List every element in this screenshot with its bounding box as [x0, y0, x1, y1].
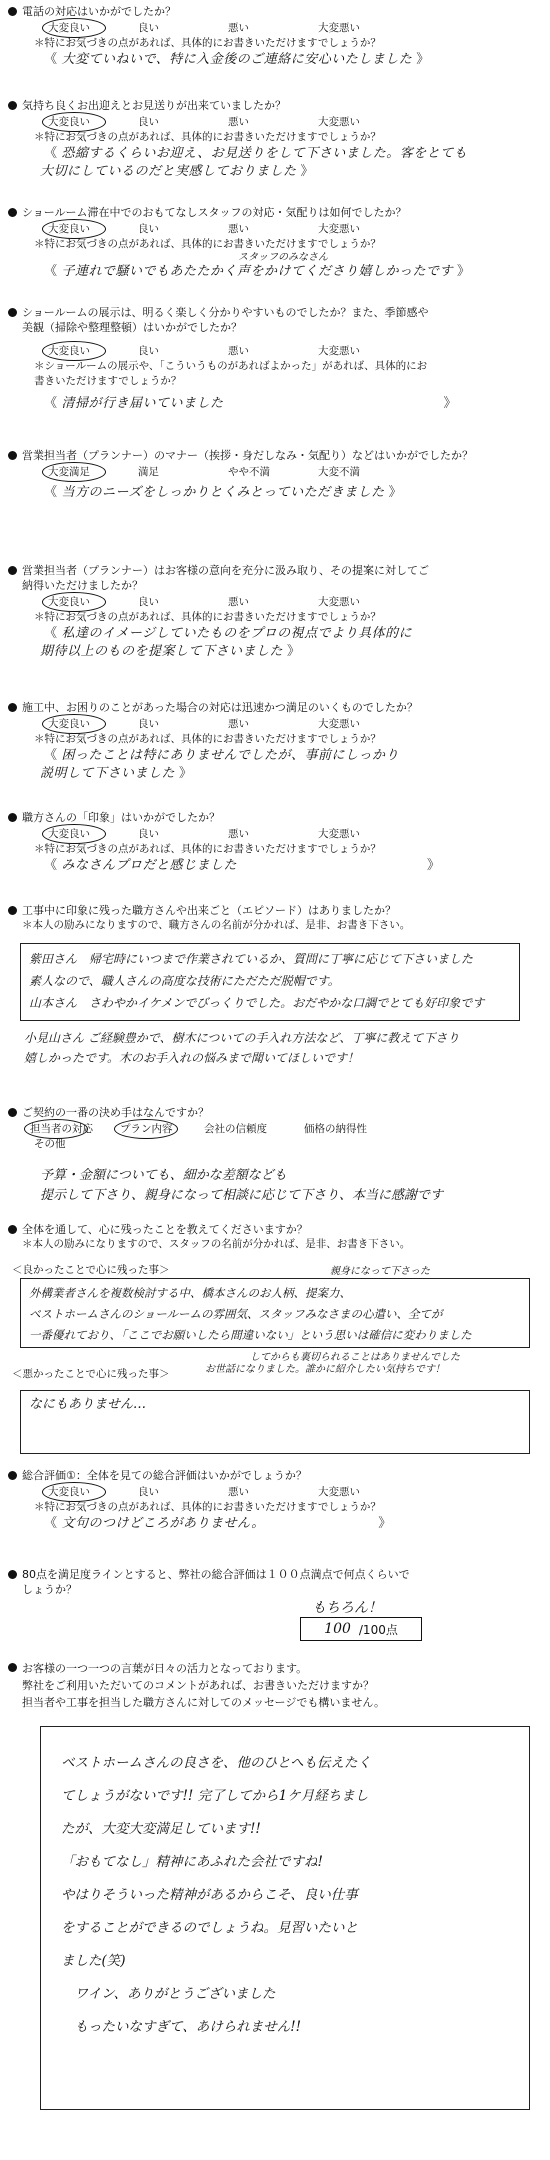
bullet-icon: [8, 308, 17, 317]
bullet-icon: [8, 1471, 17, 1480]
question-construction-response: [8, 700, 538, 783]
option[interactable]: 悪い: [228, 116, 249, 128]
answer: 《 清掃が行き届いていました 》: [44, 396, 458, 411]
option[interactable]: 良い: [138, 596, 159, 608]
note: ＊特にお気づきの点があれば、具体的にお書きいただけますでしょうか？: [34, 843, 381, 855]
question-overall: [8, 1468, 538, 1533]
option-selected[interactable]: 大変良い: [48, 221, 138, 237]
bad-extra: お世話になりました。誰かに紹介したい気持ちです！: [205, 1364, 445, 1375]
score-handnote: もちろん！: [312, 1600, 382, 1616]
option-selected[interactable]: プラン内容: [120, 1121, 204, 1137]
question-text: ご契約の一番の決め手はなんですか？: [22, 1106, 209, 1119]
factor-answer: 予算・金額についても、細かな差額なども 提示して下さり、親身になって相談に応じて下さり、本当に感謝です: [40, 1168, 444, 1203]
question-greeting: [8, 98, 538, 181]
option[interactable]: 悪い: [228, 1486, 249, 1498]
bullet-icon: [8, 101, 17, 110]
question-text: お客様の一つ一つの言葉が日々の活力となっております。 弊社をご利用いただいてのコメントがあれば、お書きいただけますか？ 担当者や工事を担当した職方さんに対してのメッセージでも構いません。: [22, 1662, 385, 1709]
bullet-icon: [8, 208, 17, 217]
option[interactable]: 大変悪い: [318, 596, 360, 608]
rating-options: [8, 594, 538, 610]
question-score: [8, 1567, 538, 1597]
rating-options: [8, 464, 538, 480]
option-selected[interactable]: 大変良い: [48, 114, 138, 130]
note: ＊特にお気づきの点があれば、具体的にお書きいただけますでしょうか？: [34, 238, 381, 250]
note: ＊本人の励みになりますので、スタッフの名前が分かれば、是非、お書き下さい。: [22, 1238, 411, 1250]
option-other[interactable]: その他: [34, 1138, 66, 1150]
question-text: ショールーム滞在中でのおもてなしスタッフの対応・気配りは如何でしたか？: [22, 206, 407, 219]
episode-box: 紫田さん 帰宅時にいつまで作業されているか、質問に丁寧に応じて下さいました 素人なので、職人さんの高度な技術にただただ脱帽です。 山本さん さわやかイケメンでびっくりでした。おだやかな口調でとても好印象です: [20, 943, 520, 1021]
option[interactable]: 大変悪い: [318, 223, 360, 235]
rating-options: [8, 114, 538, 130]
bullet-icon: [8, 451, 17, 460]
option[interactable]: 良い: [138, 345, 159, 357]
bullet-icon: [8, 1225, 17, 1234]
question-text: 80点を満足度ラインとすると、弊社の総合評価は１００点満点で何点くらいで しょうか？: [22, 1568, 410, 1596]
option[interactable]: 悪い: [228, 596, 249, 608]
question-text: 営業担当者（プランナー）のマナー（挨拶・身だしなみ・気配り）などはいかがでしたか？: [22, 449, 473, 462]
question-showroom-staff: [8, 205, 538, 281]
answer: 《 困ったことは特にありませんでしたが、事前にしっかり 説明して下さいました 》: [40, 748, 400, 781]
comments-box: ベストホームさんの良さを、他のひとへも伝えたく てしょうがないです!! 完了してから1ケ月経ちまし たが、大変大変満足しています!! 「おもてなし」精神にあふれた会社ですね! やはりそういった精神があるからこそ、良い仕事 をすることができるのでしょうね。見習いたいと ました(笑) ワイン、ありがとうございました もったいなすぎて、あけられません!!: [40, 1726, 530, 2110]
option[interactable]: 価格の納得性: [304, 1123, 367, 1135]
question-showroom-display: [8, 305, 538, 413]
option-selected[interactable]: 大変良い: [48, 716, 138, 732]
note: ＊特にお気づきの点があれば、具体的にお書きいただけますでしょうか？: [34, 1501, 381, 1513]
question-text: 施工中、お困りのことがあった場合の対応は迅速かつ満足のいくものでしたか？: [22, 701, 418, 714]
note: ＊本人の励みになりますので、職方さんの名前が分かれば、是非、お書き下さい。: [22, 919, 411, 931]
option[interactable]: 大変悪い: [318, 828, 360, 840]
answer: 《 当方のニーズをしっかりとくみとっていただきました 》: [44, 485, 403, 500]
rating-options: [8, 1484, 538, 1500]
question-text: 全体を通して、心に残ったことを教えてくださいますか？: [22, 1223, 308, 1236]
question-text: 電話の対応はいかがでしたか？: [22, 5, 176, 18]
bullet-icon: [8, 1108, 17, 1117]
option[interactable]: 悪い: [228, 22, 249, 34]
question-craftsman-impression: [8, 810, 538, 875]
episode-continued: 小見山さん ご経験豊かで、樹木についての手入れ方法など、丁寧に教えて下さり 嬉しかったです。木のお手入れの悩みまで聞いてほしいです！: [24, 1031, 460, 1065]
answer: 《 大変ていねいで、特に入金後のご連絡に安心いたしました 》: [44, 52, 430, 67]
answer: 《 みなさんプロだと感じました 》: [44, 858, 441, 873]
option[interactable]: 大変悪い: [318, 345, 360, 357]
question-comments: [8, 1660, 538, 1711]
option[interactable]: 悪い: [228, 345, 249, 357]
option[interactable]: 良い: [138, 116, 159, 128]
answer: 《 恐縮するくらいお迎え、お見送りをして下さいました。客をとても 大切にしているのだと実感しておりました 》: [40, 146, 468, 179]
option-selected[interactable]: 大変満足: [48, 464, 138, 480]
good-label: ＜良かったことで心に残った事＞: [12, 1264, 170, 1276]
option-selected[interactable]: 担当者の対応: [30, 1121, 120, 1137]
question-text: 工事中に印象に残った職方さんや出来ごと（エピソード）はありましたか？: [22, 904, 396, 917]
question-phone: [8, 4, 538, 69]
good-extra: 親身になって下さった: [330, 1266, 430, 1277]
note: ＊特にお気づきの点があれば、具体的にお書きいただけますでしょうか？: [34, 131, 381, 143]
option-selected[interactable]: 大変良い: [48, 1484, 138, 1500]
bad-label: ＜悪かったことで心に残った事＞: [12, 1368, 170, 1380]
option[interactable]: 良い: [138, 828, 159, 840]
question-text: 営業担当者（プランナー）はお客様の意向を充分に汲み取り、その提案に対してご 納得いただけましたか？: [22, 564, 429, 592]
answer: 《 私達のイメージしていたものをプロの視点でより具体的に 期待以上のものを提案して下さいました 》: [40, 626, 413, 659]
good-after: してからも裏切られることはありませんでした: [250, 1352, 460, 1363]
option[interactable]: 良い: [138, 22, 159, 34]
option-selected[interactable]: 大変良い: [48, 594, 138, 610]
bullet-icon: [8, 1663, 17, 1672]
rating-options: [8, 716, 538, 732]
question-episode: [8, 903, 538, 933]
option[interactable]: 満足: [138, 466, 159, 478]
option[interactable]: 大変悪い: [318, 718, 360, 730]
factor-options: [8, 1121, 538, 1137]
option-selected[interactable]: 大変良い: [48, 20, 138, 36]
question-deciding-factor: [8, 1105, 538, 1152]
answer: 《 文句のつけどころがありません。 》: [44, 1516, 392, 1531]
question-text: 職方さんの「印象」はいかがでしたか？: [22, 811, 220, 824]
option[interactable]: 大変悪い: [318, 116, 360, 128]
bullet-icon: [8, 566, 17, 575]
score-suffix: /100点: [358, 1622, 398, 1637]
option[interactable]: 悪い: [228, 223, 249, 235]
score-value: 100: [324, 1621, 351, 1637]
bad-box: なにもありません…: [20, 1390, 530, 1454]
rating-options: [8, 826, 538, 842]
good-box: 外構業者さんを複数検討する中、橋本さんのお人柄、提案力、 ベストホームさんのショールームの雰囲気、スタッフみなさまの心遣い、全てが 一番優れており、「ここでお願いしたら間違いない」という思いは確信に変わりました: [20, 1278, 530, 1348]
rating-options: [8, 343, 538, 359]
option[interactable]: やや不満: [228, 466, 270, 478]
question-text: 総合評価①：全体を見ての総合評価はいかがでしょうか？: [22, 1469, 307, 1482]
option-selected[interactable]: 大変良い: [48, 826, 138, 842]
bullet-icon: [8, 1570, 17, 1579]
question-planner-proposal: [8, 563, 538, 661]
option[interactable]: 悪い: [228, 718, 249, 730]
rating-options: [8, 221, 538, 237]
answer: 《 子連れで騒いでもあたたかく声をかけてくださり嬉しかったです 》: [44, 264, 471, 279]
option[interactable]: 良い: [138, 223, 159, 235]
bullet-icon: [8, 703, 17, 712]
option[interactable]: 会社の信頼度: [204, 1123, 267, 1135]
question-text: 気持ち良くお出迎えとお見送りが出来ていましたか？: [22, 99, 286, 112]
option[interactable]: 大変悪い: [318, 1486, 360, 1498]
note: ＊ショールームの展示や、「こういうものがあればよかった」があれば、具体的にお 書きいただけますでしょうか？: [34, 360, 428, 387]
question-planner-manners: [8, 448, 538, 502]
handwritten-extra: スタッフのみなさん: [238, 252, 328, 263]
option[interactable]: 悪い: [228, 828, 249, 840]
option-selected[interactable]: 大変良い: [48, 343, 138, 359]
note: ＊特にお気づきの点があれば、具体的にお書きいただけますでしょうか？: [34, 611, 381, 623]
bullet-icon: [8, 7, 17, 16]
bullet-icon: [8, 813, 17, 822]
option[interactable]: 大変悪い: [318, 22, 360, 34]
note: ＊特にお気づきの点があれば、具体的にお書きいただけますでしょうか？: [34, 733, 381, 745]
rating-options: [8, 20, 538, 36]
score-box[interactable]: [300, 1617, 422, 1641]
option[interactable]: 良い: [138, 718, 159, 730]
option[interactable]: 大変不満: [318, 466, 360, 478]
bullet-icon: [8, 906, 17, 915]
option[interactable]: 良い: [138, 1486, 159, 1498]
note: ＊特にお気づきの点があれば、具体的にお書きいただけますでしょうか？: [34, 37, 381, 49]
question-text: ショールームの展示は、明るく楽しく分かりやすいものでしたか？また、季節感や 美観（掃除や整理整頓）はいかがでしたか？: [22, 306, 429, 334]
question-memorable: [8, 1222, 538, 1252]
